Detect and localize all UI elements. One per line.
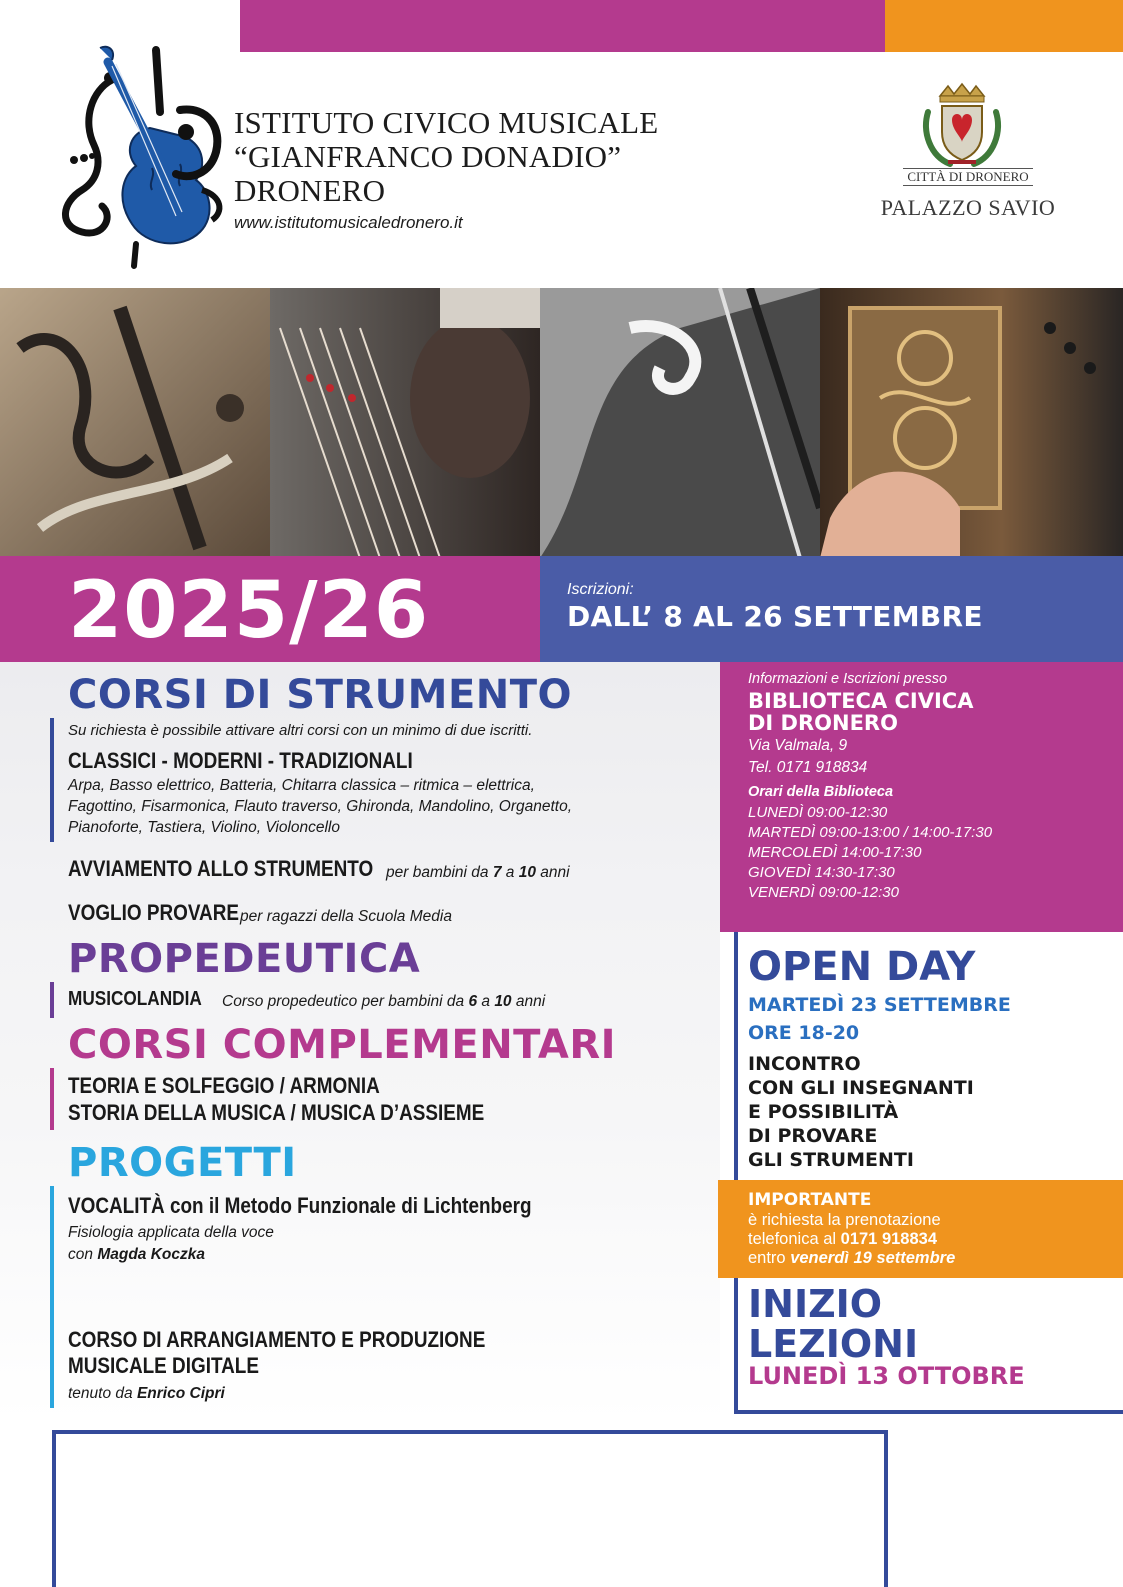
try-course-note: per ragazzi della Scuola Media xyxy=(240,908,452,925)
open-day-description xyxy=(748,1052,974,1172)
library-name-2: DI DRONERO xyxy=(748,711,898,735)
arrangement-course-teacher xyxy=(68,1385,225,1403)
info-intro: Informazioni e Iscrizioni presso xyxy=(748,671,948,687)
bottom-frame xyxy=(52,1430,888,1587)
projects-bar xyxy=(50,1186,54,1408)
starter-note-c: anni xyxy=(540,864,570,881)
institute-logo-icon xyxy=(52,40,232,275)
institute-name xyxy=(234,106,658,208)
open-day-desc-3: E POSSIBILITÀ xyxy=(748,1101,899,1123)
instrument-courses-bar xyxy=(50,718,54,842)
lessons-title-line-1: INIZIO xyxy=(748,1282,883,1326)
library-name-1: BIBLIOTECA CIVICA xyxy=(748,689,974,713)
musicolandia-age-to: 10 xyxy=(494,993,512,1010)
open-day-desc-5: GLI STRUMENTI xyxy=(748,1149,914,1171)
city-crest-icon xyxy=(920,82,1004,170)
vocal-course-sub: Fisiologia applicata della voce xyxy=(68,1224,274,1241)
instrument-list-3: Pianoforte, Tastiera, Violino, Violoncello xyxy=(68,819,340,836)
top-bar-magenta xyxy=(240,0,885,52)
starter-note-b: a xyxy=(505,864,515,881)
important-phone[interactable]: 0171 918834 xyxy=(840,1230,938,1248)
important-line-3-text: entro xyxy=(748,1249,786,1267)
open-day-title: OPEN DAY xyxy=(748,944,976,990)
open-day-desc-1: INCONTRO xyxy=(748,1053,861,1075)
important-line-3 xyxy=(748,1249,955,1268)
registration-label: Iscrizioni: xyxy=(567,581,634,598)
arr-teacher-prefix: tenuto da xyxy=(68,1385,133,1402)
open-day-time: ORE 18-20 xyxy=(748,1022,860,1044)
starter-course-title: AVVIAMENTO ALLO STRUMENTO xyxy=(68,856,374,881)
important-deadline: venerdì 19 settembre xyxy=(790,1249,956,1267)
library-address: Via Valmala, 9 xyxy=(748,737,848,754)
propaedeutics-title: PROPEDEUTICA xyxy=(68,936,421,982)
city-name: CITTÀ DI DRONERO xyxy=(903,168,1033,186)
library-hours-title: Orari della Biblioteca xyxy=(748,784,894,800)
institute-website-link[interactable]: www.istitutomusicaledronero.it xyxy=(234,213,463,232)
try-course xyxy=(68,900,267,926)
musicolandia-note xyxy=(222,993,545,1011)
musicolandia-note-c: anni xyxy=(515,993,546,1010)
starter-course-note xyxy=(386,864,570,882)
musicolandia-note-b: a xyxy=(481,993,490,1010)
important-text xyxy=(748,1211,955,1268)
top-bar-orange xyxy=(885,0,1123,52)
important-title: IMPORTANTE xyxy=(748,1190,872,1210)
institute-name-line2: “GIANFRANCO DONADIO” xyxy=(234,139,622,174)
library-hours-wed: MERCOLEDÌ 14:00-17:30 xyxy=(748,844,922,861)
library-hours-mon: LUNEDÌ 09:00-12:30 xyxy=(748,804,888,821)
academic-year: 2025/26 xyxy=(68,566,430,656)
important-line-2-text: telefonica al xyxy=(748,1230,837,1248)
complementary-bar xyxy=(50,1068,54,1130)
projects-title: PROGETTI xyxy=(68,1140,297,1186)
instrument-photo-strip xyxy=(0,288,1123,558)
musicolandia-course xyxy=(68,988,224,1011)
instrument-list-2: Fagottino, Fisarmonica, Flauto traverso, Ghironda, Mandolino, Organetto, xyxy=(68,798,572,815)
propaedeutics-bar xyxy=(50,982,54,1018)
lessons-start-date: LUNEDÌ 13 OTTOBRE xyxy=(748,1362,1025,1390)
institute-name-line1: ISTITUTO CIVICO MUSICALE xyxy=(234,105,659,140)
institute-name-line3: DRONERO xyxy=(234,173,386,208)
open-day-desc-4: DI PROVARE xyxy=(748,1125,878,1147)
course-categories: CLASSICI - MODERNI - TRADIZIONALI xyxy=(68,748,413,773)
instrument-list-1: Arpa, Basso elettrico, Batteria, Chitarra classica – ritmica – elettrica, xyxy=(68,777,535,794)
vocal-teacher-prefix: con xyxy=(68,1246,93,1263)
registration-dates: DALL’ 8 AL 26 SETTEMBRE xyxy=(567,600,983,633)
important-line-2 xyxy=(748,1230,955,1249)
important-line-1: è richiesta la prenotazione xyxy=(748,1211,941,1229)
vocal-teacher-name: Magda Koczka xyxy=(97,1246,205,1263)
lessons-start-title xyxy=(748,1284,918,1364)
palace-name: PALAZZO SAVIO xyxy=(880,195,1056,220)
starter-age-to: 10 xyxy=(518,864,536,881)
photo-cello-bw xyxy=(540,288,820,558)
starter-age-from: 7 xyxy=(492,864,502,881)
vocal-course-title: VOCALITÀ con il Metodo Funzionale di Lichtenberg xyxy=(68,1193,532,1218)
starter-course xyxy=(68,856,423,882)
instrument-courses-title: CORSI DI STRUMENTO xyxy=(68,672,573,718)
photo-harp-player xyxy=(270,288,540,558)
musicolandia-note-a: Corso propedeutico per bambini da xyxy=(222,993,465,1010)
musicolandia-age-from: 6 xyxy=(468,993,478,1010)
complementary-title: CORSI COMPLEMENTARI xyxy=(68,1022,616,1068)
complementary-line-2: STORIA DELLA MUSICA / MUSICA D’ASSIEME xyxy=(68,1100,485,1125)
instrument-courses-note: Su richiesta è possibile attivare altri corsi con un minimo di due iscritti. xyxy=(68,722,533,739)
library-hours-thu: GIOVEDÌ 14:30-17:30 xyxy=(748,864,895,881)
lessons-title-line-2: LEZIONI xyxy=(748,1322,919,1366)
try-course-title: VOGLIO PROVARE xyxy=(68,900,240,925)
starter-note-a: per bambini da xyxy=(386,864,489,881)
arrangement-course-line-2: MUSICALE DIGITALE xyxy=(68,1353,259,1378)
vocal-course-teacher xyxy=(68,1246,205,1264)
photo-instruments-sculpture xyxy=(0,288,270,558)
arr-teacher-name: Enrico Cipri xyxy=(136,1385,225,1402)
musicolandia-title: MUSICOLANDIA xyxy=(68,988,202,1010)
library-hours-fri: VENERDÌ 09:00-12:30 xyxy=(748,884,899,901)
open-day-date: MARTEDÌ 23 SETTEMBRE xyxy=(748,994,1011,1016)
arrangement-course-line-1: CORSO DI ARRANGIAMENTO E PRODUZIONE xyxy=(68,1327,486,1352)
complementary-line-1: TEORIA E SOLFEGGIO / ARMONIA xyxy=(68,1073,380,1098)
photo-accordion xyxy=(820,288,1123,558)
open-day-desc-2: CON GLI INSEGNANTI xyxy=(748,1077,974,1099)
library-hours-tue: MARTEDÌ 09:00-13:00 / 14:00-17:30 xyxy=(748,824,993,841)
library-phone[interactable]: Tel. 0171 918834 xyxy=(748,759,868,776)
